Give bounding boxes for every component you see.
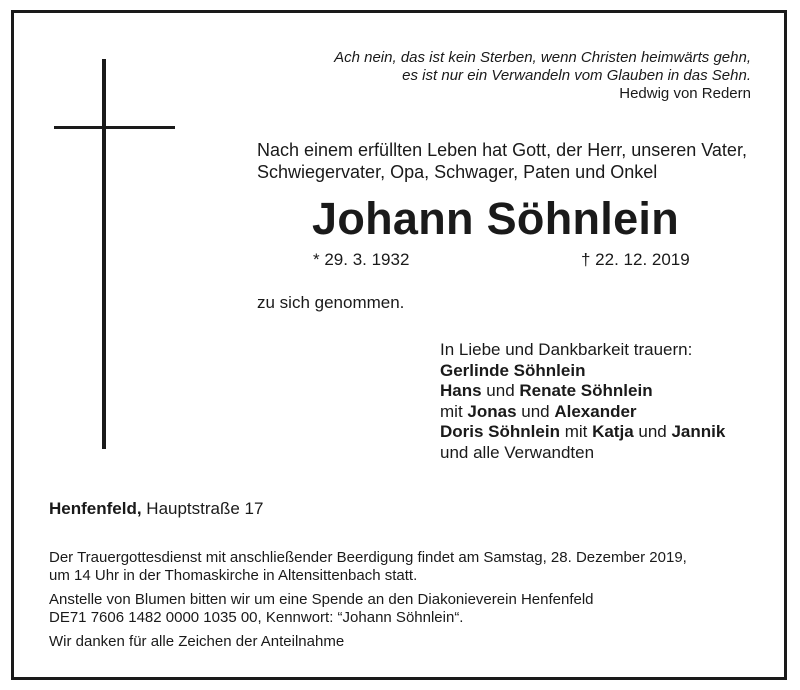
address-place: Henfenfeld, (49, 499, 142, 518)
cross-vertical-bar (102, 59, 106, 449)
mourner-name: Hans (440, 381, 482, 400)
mourner-line-5: und alle Verwandten (440, 442, 595, 462)
connector-text: und (481, 381, 520, 400)
mourner-line-1: Gerlinde Söhnlein (440, 360, 586, 380)
intro-text (257, 139, 747, 183)
mourner-name: Katja (592, 422, 634, 441)
taken-text: zu sich genommen. (257, 293, 405, 312)
intro-line-1: Nach einem erfüllten Leben hat Gott, der Herr, unseren Vater, (257, 140, 747, 160)
cross-horizontal-bar (54, 126, 175, 129)
mourner-name: Jonas (467, 401, 517, 421)
mourner-line-2 (440, 381, 725, 402)
mourners-heading: In Liebe und Dankbarkeit trauern: (440, 340, 693, 359)
thanks-line: Wir danken für alle Zeichen der Anteilnahme (49, 633, 345, 650)
service-line-1: Der Trauergottesdienst mit anschließender Beerdigung findet am Samstag, 28. Dezember 2019, (49, 549, 687, 566)
mourner-name: Alexander (554, 401, 637, 421)
death-date: † 22. 12. 2019 (581, 250, 690, 269)
quote-line-2: es ist nur ein Verwandeln vom Glauben in das Sehn. (402, 67, 751, 84)
connector-text: und (516, 401, 555, 421)
mourner-name: Renate Söhnlein (519, 381, 653, 400)
donation-info (49, 591, 687, 626)
mourner-line-4 (440, 422, 725, 443)
address-line (49, 499, 263, 519)
donation-line-2: DE71 7606 1482 0000 1035 00, Kennwort: “Johann Söhnlein“. (49, 608, 464, 626)
deceased-name: Johann Söhnlein (312, 193, 680, 244)
mourners-block (440, 340, 725, 463)
connector-text: und (633, 422, 672, 441)
service-info (49, 549, 687, 584)
mourner-name: Jannik (671, 422, 726, 441)
quote-line-1: Ach nein, das ist kein Sterben, wenn Christen heimwärts gehn, (334, 49, 751, 66)
donation-line-1: Anstelle von Blumen bitten wir um eine Spende an den Diakonieverein Henfenfeld (49, 591, 594, 608)
obituary-notice (11, 10, 787, 680)
quote-author: Hedwig von Redern (619, 85, 751, 102)
birth-date: * 29. 3. 1932 (313, 250, 410, 269)
connector-text: mit (559, 422, 593, 441)
mourner-line-3 (440, 402, 725, 423)
intro-line-2: Schwiegervater, Opa, Schwager, Paten und Onkel (257, 162, 658, 182)
footer-block (49, 549, 687, 651)
address-street: Hauptstraße 17 (141, 499, 264, 518)
service-line-2: um 14 Uhr in der Thomaskirche in Altensittenbach statt. (49, 566, 418, 584)
connector-text: mit (440, 401, 468, 421)
mourner-name: Doris Söhnlein (440, 422, 560, 441)
quote-block (334, 49, 751, 103)
